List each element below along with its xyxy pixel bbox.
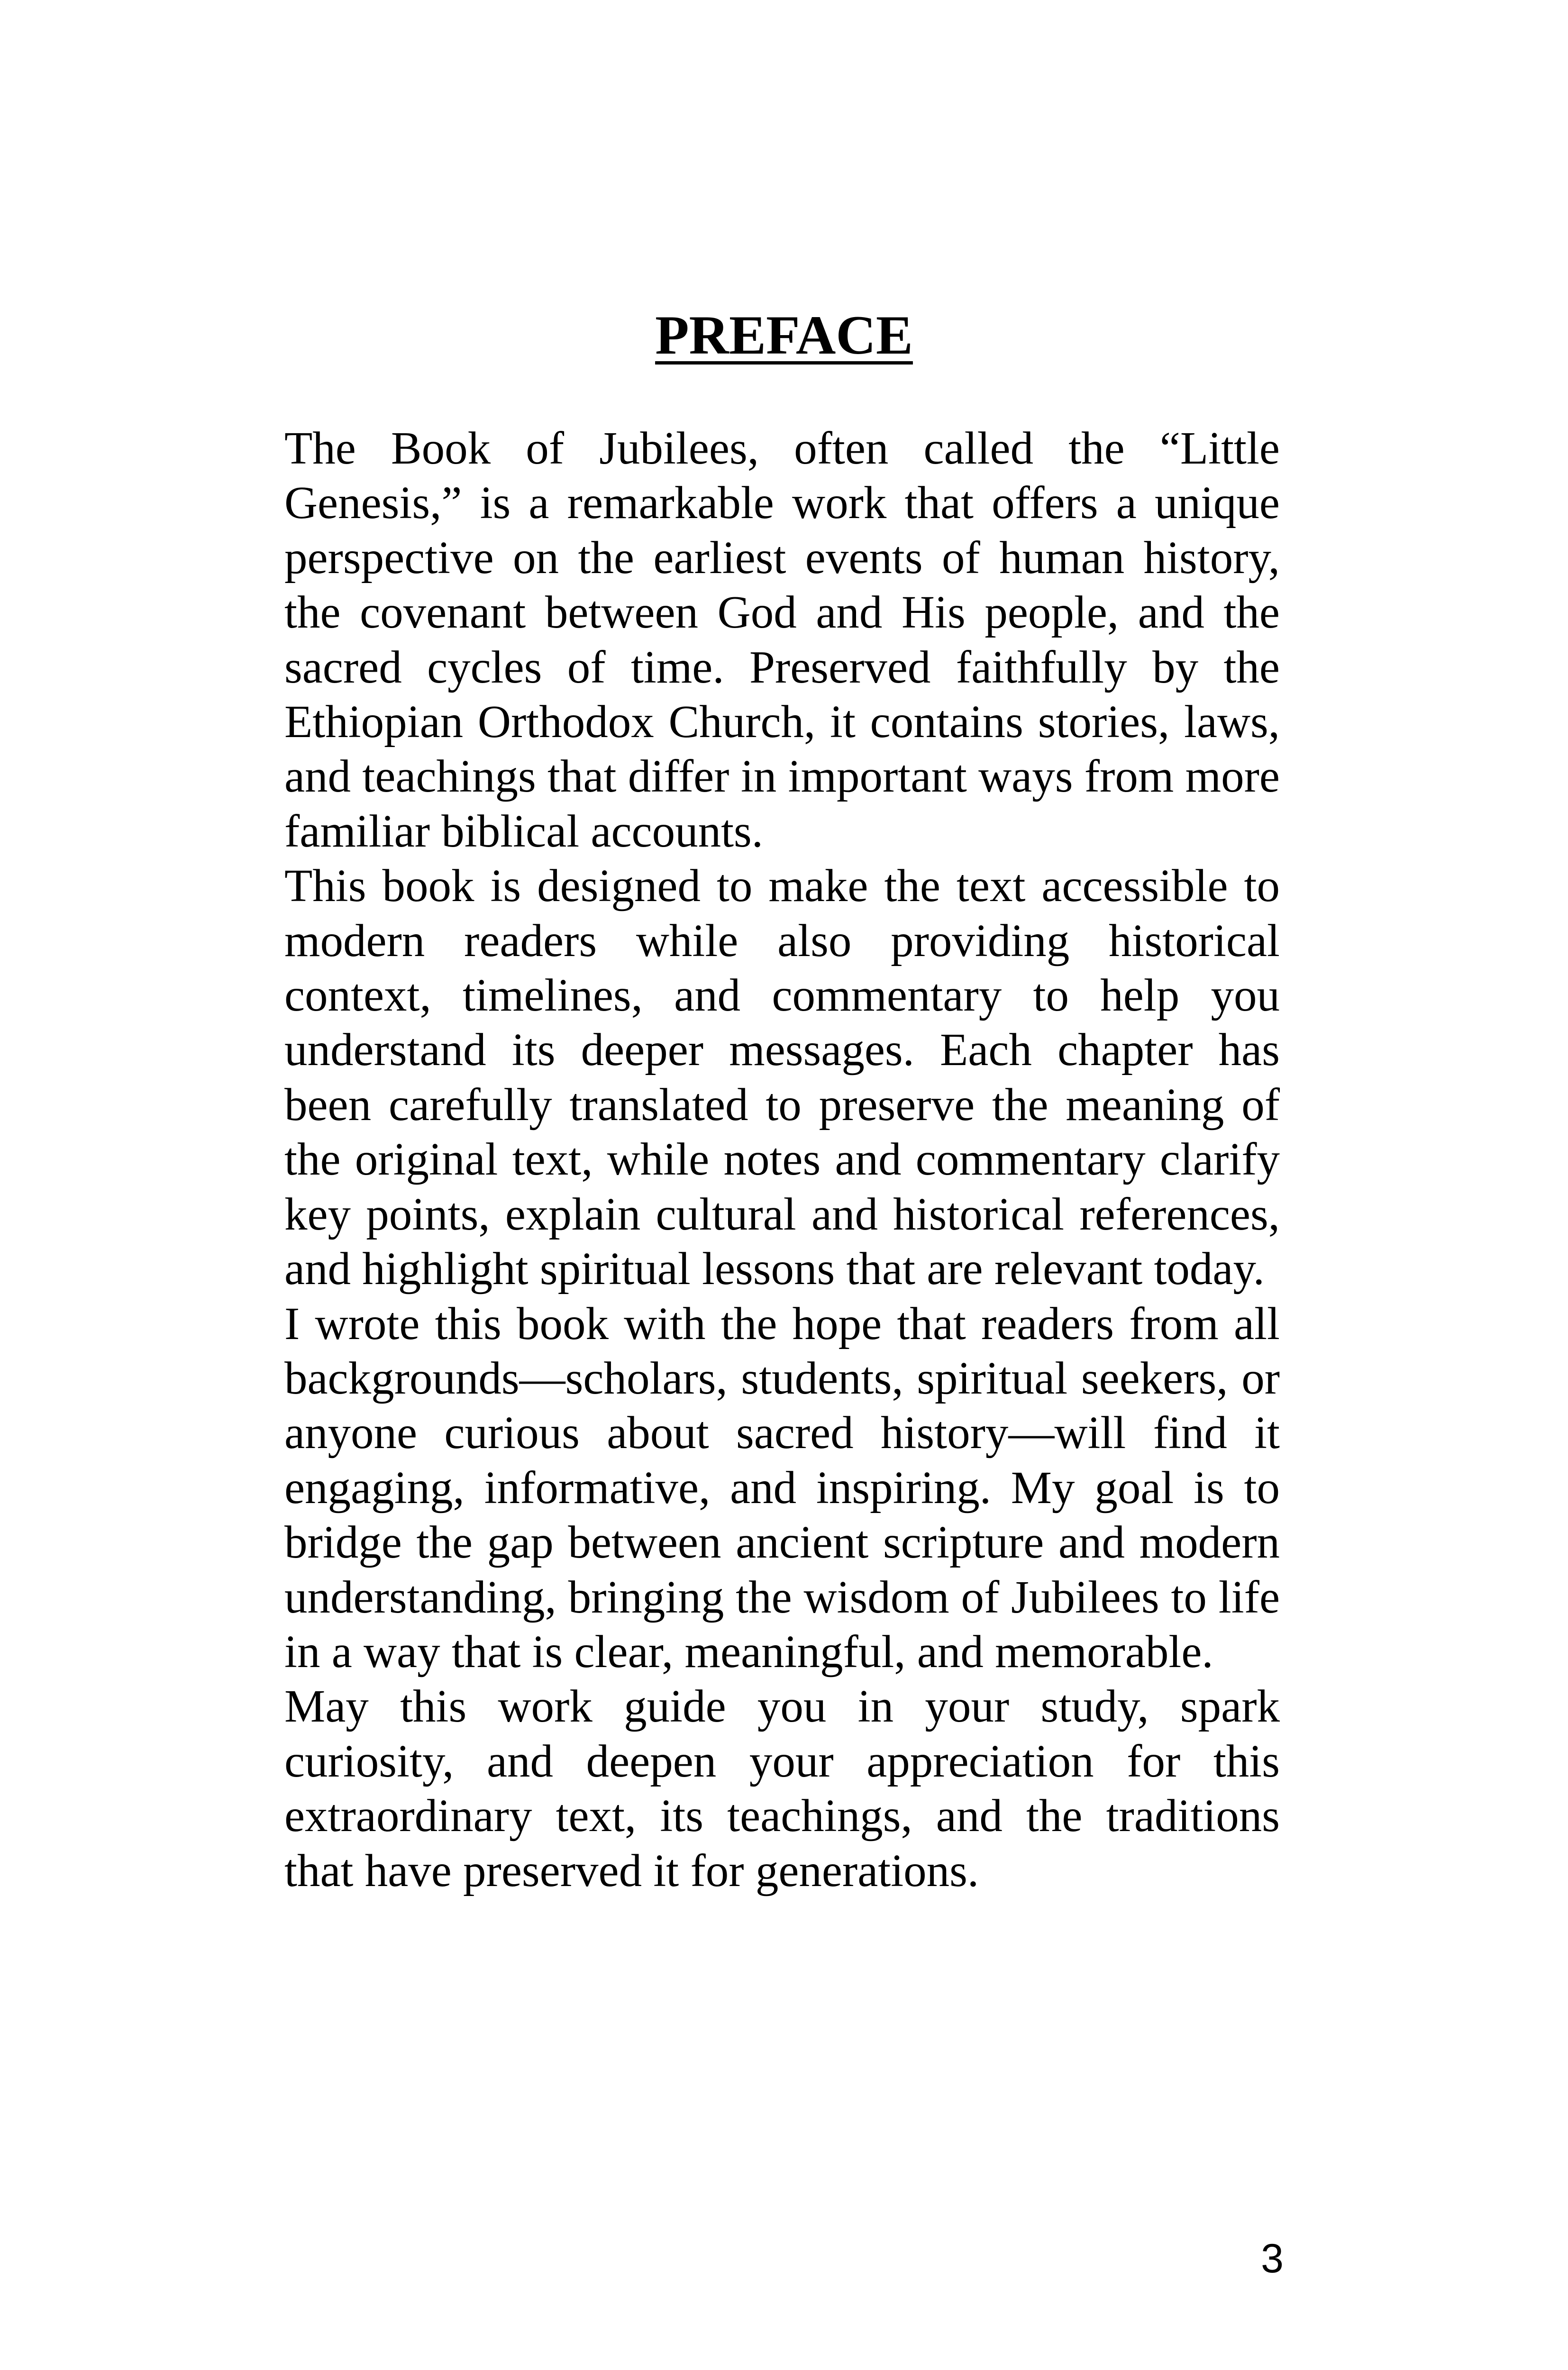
paragraph-2: This book is designed to make the text accessible to modern readers while also providing historical context, timelines, and commentary to help you understand its deeper messages. Each chapter has been carefully translated to preserve the meaning of the original text, while notes and commentary clarify key points, explain cultural and historical references, and highlight spiritual lessons that are relevant today. bbox=[284, 860, 1280, 1294]
preface-body bbox=[284, 421, 1280, 1898]
page-title: PREFACE bbox=[655, 305, 913, 366]
paragraph-3: I wrote this book with the hope that readers from all backgrounds—scholars, students, spiritual seekers, or anyone curious about sacred history—will find it engaging, informative, and inspiring. My goal is to bridge the gap between ancient scripture and modern understanding, bringing the wisdom of Jubilees to life in a way that is clear, meaningful, and memorable. bbox=[284, 1298, 1280, 1677]
paragraph-4: May this work guide you in your study, spark curiosity, and deepen your appreciation for this extraordinary text, its teachings, and the traditions that have preserved it for generations. bbox=[284, 1681, 1280, 1896]
paragraph-1: The Book of Jubilees, often called the “Little Genesis,” is a remarkable work that offers a unique perspective on the earliest events of human history, the covenant between God and His people, and the sacred cycles of time. Preserved faithfully by the Ethiopian Orthodox Church, it contains stories, laws, and teachings that differ in important ways from more familiar biblical accounts. bbox=[284, 423, 1280, 857]
page-number: 3 bbox=[1261, 2236, 1284, 2281]
